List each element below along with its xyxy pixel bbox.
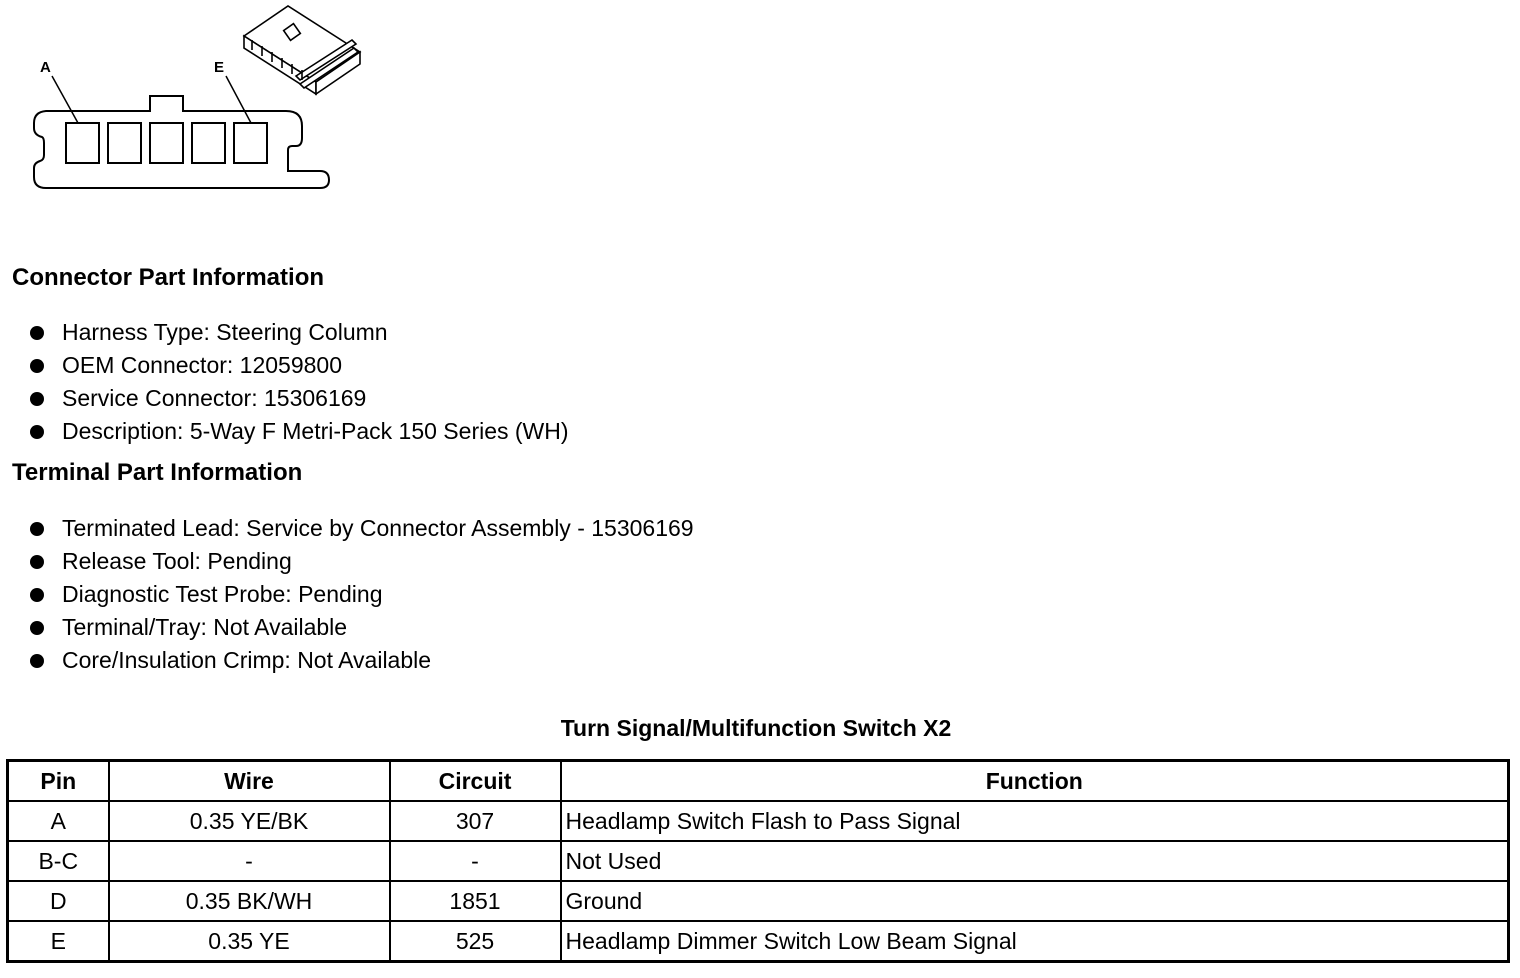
bullet-icon: [30, 359, 44, 373]
bullet-icon: [30, 425, 44, 439]
function-cell: Not Used: [561, 841, 1509, 881]
connector-part-list: [28, 316, 569, 448]
circuit-cell: 525: [390, 921, 561, 962]
terminal-part-list: [28, 512, 694, 677]
list-item: Description: 5-Way F Metri-Pack 150 Series (WH): [28, 415, 569, 448]
cavity-b: [108, 123, 141, 163]
connector-part-heading: Connector Part Information: [12, 264, 325, 291]
list-item: Core/Insulation Crimp: Not Available: [28, 644, 694, 677]
bullet-icon: [30, 392, 44, 406]
list-item: Diagnostic Test Probe: Pending: [28, 578, 694, 611]
wire-cell: 0.35 YE/BK: [109, 801, 390, 841]
bullet-icon: [30, 654, 44, 668]
bullet-icon: [30, 555, 44, 569]
pin-cell: E: [8, 921, 109, 962]
pin-table: [6, 759, 1510, 963]
pin-e-label: E: [214, 59, 225, 76]
table-header-row: [8, 761, 1509, 802]
list-item: Release Tool: Pending: [28, 545, 694, 578]
wire-cell: 0.35 YE: [109, 921, 390, 962]
function-cell: Ground: [561, 881, 1509, 921]
table-title: Turn Signal/Multifunction Switch X2: [560, 715, 952, 741]
wire-cell: 0.35 BK/WH: [109, 881, 390, 921]
terminal-part-heading: Terminal Part Information: [12, 459, 303, 486]
pin-a-label: A: [40, 59, 51, 76]
wire-cell: -: [109, 841, 390, 881]
connector-face-diagram: [0, 0, 380, 200]
terminal-cavities: [66, 123, 267, 163]
list-item: OEM Connector: 12059800: [28, 349, 569, 382]
table-row: [8, 801, 1509, 841]
bullet-icon: [30, 326, 44, 340]
column-header-pin: Pin: [8, 761, 109, 802]
cavity-c: [150, 123, 183, 163]
column-header-function: Function: [561, 761, 1509, 802]
table-row: [8, 921, 1509, 962]
column-header-wire: Wire: [109, 761, 390, 802]
cavity-e: [234, 123, 267, 163]
table-row: [8, 841, 1509, 881]
list-item: Terminal/Tray: Not Available: [28, 611, 694, 644]
column-header-circuit: Circuit: [390, 761, 561, 802]
connector-isometric-icon: [244, 6, 360, 94]
pin-cell: B-C: [8, 841, 109, 881]
bullet-icon: [30, 588, 44, 602]
list-item: Harness Type: Steering Column: [28, 316, 569, 349]
bullet-icon: [30, 522, 44, 536]
table-row: [8, 881, 1509, 921]
list-item: Service Connector: 15306169: [28, 382, 569, 415]
circuit-cell: -: [390, 841, 561, 881]
bullet-icon: [30, 621, 44, 635]
cavity-a: [66, 123, 99, 163]
function-cell: Headlamp Dimmer Switch Low Beam Signal: [561, 921, 1509, 962]
list-item: Terminated Lead: Service by Connector Assembly - 15306169: [28, 512, 694, 545]
circuit-cell: 1851: [390, 881, 561, 921]
pin-cell: D: [8, 881, 109, 921]
circuit-cell: 307: [390, 801, 561, 841]
pin-cell: A: [8, 801, 109, 841]
cavity-d: [192, 123, 225, 163]
function-cell: Headlamp Switch Flash to Pass Signal: [561, 801, 1509, 841]
